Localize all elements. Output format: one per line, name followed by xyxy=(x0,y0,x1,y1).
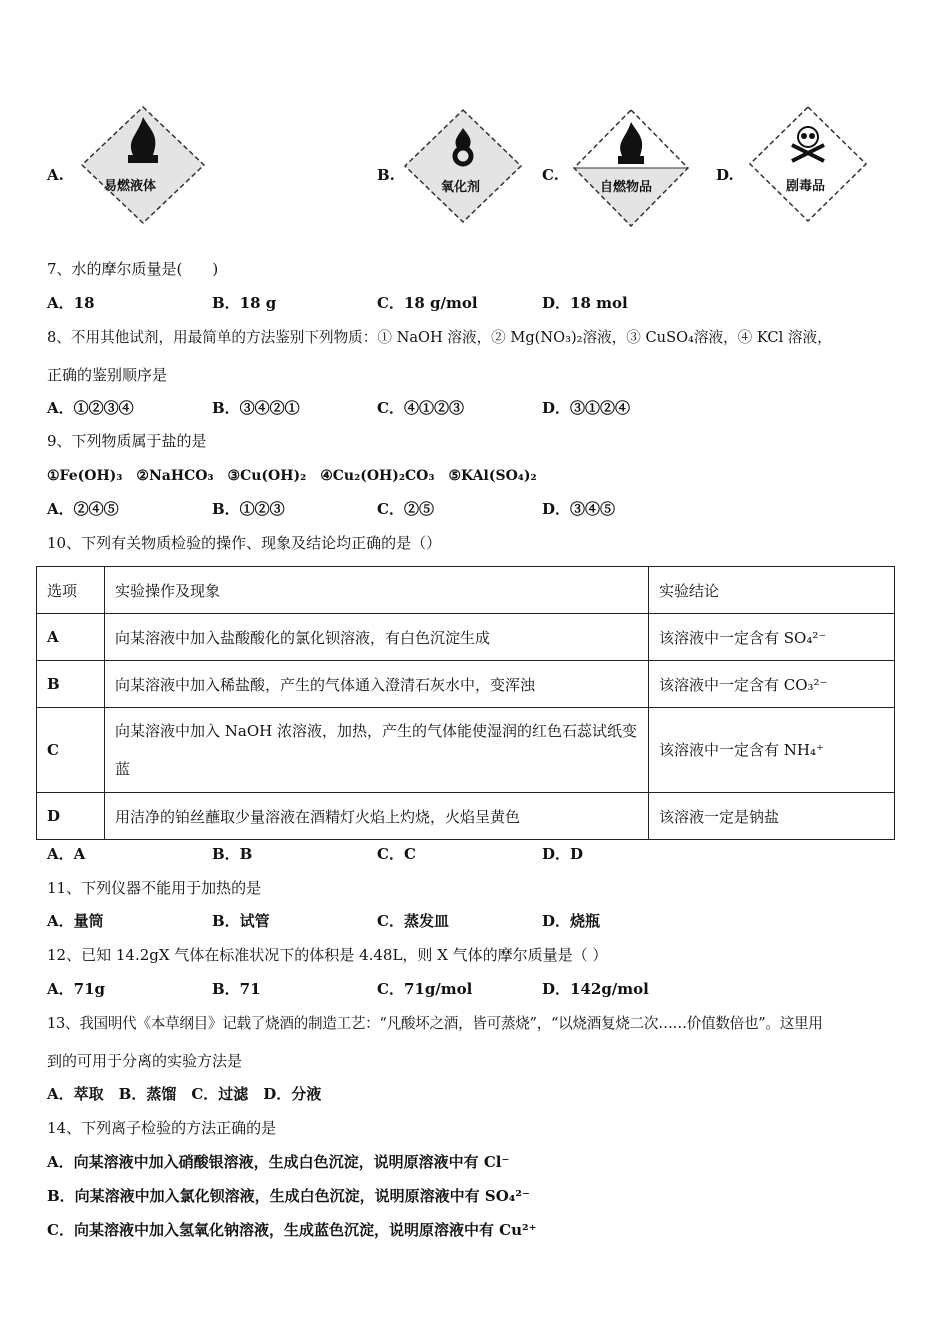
q8-option: B．③④②① xyxy=(212,399,300,417)
q13-stem-continued: 到的可用于分离的实验方法是 xyxy=(47,1052,243,1070)
operation-cell: 向某溶液中加入 NaOH 浓溶液，加热，产生的气体能使湿润的红色石蕊试纸变蓝 xyxy=(105,708,649,793)
q14-option: C．向某溶液中加入氢氧化钠溶液，生成蓝色沉淀，说明原溶液中有 Cu²⁺ xyxy=(47,1221,537,1239)
sign-label: 氧化剂 xyxy=(441,180,481,195)
table-row xyxy=(37,793,895,840)
q6-option-a-letter: A. xyxy=(47,166,64,184)
q11-option: D．烧瓶 xyxy=(542,912,601,930)
q7-option: D．18 mol xyxy=(542,294,628,312)
q12-option: A．71g xyxy=(47,980,106,998)
q11-option: A．量筒 xyxy=(47,912,104,930)
q8-stem-continued: 正确的鉴别顺序是 xyxy=(47,366,168,384)
q12-option: C．71g/mol xyxy=(377,980,473,998)
q12-stem: 12、已知 14.2gX 气体在标准状况下的体积是 4.48L，则 X 气体的摩尔质量是（ ） xyxy=(47,946,608,964)
q11-option: B．试管 xyxy=(212,912,270,930)
q14-option: A．向某溶液中加入硝酸银溶液，生成白色沉淀，说明原溶液中有 Cl⁻ xyxy=(47,1153,510,1171)
flammable-liquid-sign xyxy=(80,105,206,225)
q7-option: B．18 g xyxy=(212,294,277,312)
option-cell: B xyxy=(37,661,105,708)
spontaneously-combustible-sign xyxy=(572,108,690,228)
q7-stem: 7、水的摩尔质量是( ) xyxy=(47,260,219,278)
table-row xyxy=(37,661,895,708)
option-cell: D xyxy=(37,793,105,840)
toxic-sign xyxy=(748,105,868,223)
q13-stem: 13、我国明代《本草纲目》记载了烧酒的制造工艺：“凡酸坏之酒，皆可蒸烧”，“以烧酒复烧二次……价值数倍也”。这里用 xyxy=(47,1015,823,1032)
table-row xyxy=(37,708,895,793)
q9-option: D．③④⑤ xyxy=(542,500,616,518)
q10-option: D．D xyxy=(542,845,584,863)
sign-label: 剧毒品 xyxy=(786,179,826,194)
q9-stem: 9、下列物质属于盐的是 xyxy=(47,432,207,450)
operation-cell: 向某溶液中加入盐酸酸化的氯化钡溶液，有白色沉淀生成 xyxy=(105,614,649,661)
q14-stem: 14、下列离子检验的方法正确的是 xyxy=(47,1119,277,1137)
q10-stem: 10、下列有关物质检验的操作、现象及结论均正确的是（） xyxy=(47,534,442,552)
table-row xyxy=(37,614,895,661)
q11-stem: 11、下列仪器不能用于加热的是 xyxy=(47,879,262,897)
q8-option: D．③①②④ xyxy=(542,399,631,417)
q9-option: A．②④⑤ xyxy=(47,500,119,518)
q8-option: C．④①②③ xyxy=(377,399,464,417)
operation-cell: 用洁净的铂丝蘸取少量溶液在酒精灯火焰上灼烧，火焰呈黄色 xyxy=(105,793,649,840)
q8-stem: 8、不用其他试剂，用最简单的方法鉴别下列物质：① NaOH 溶液，② Mg(NO₃)₂溶液，③ CuSO₄溶液，④ KCl 溶液， xyxy=(47,329,832,346)
sign-label: 自燃物品 xyxy=(600,180,653,195)
q14-option: B．向某溶液中加入氯化钡溶液，生成白色沉淀，说明原溶液中有 SO₄²⁻ xyxy=(47,1187,530,1205)
sign-label: 易燃液体 xyxy=(104,179,157,194)
oxidizer-sign xyxy=(403,108,523,224)
q7-option: A．18 xyxy=(47,294,95,312)
q6-option-c-letter: C. xyxy=(542,166,559,184)
header-cell: 实验结论 xyxy=(649,567,895,614)
conclusion-cell: 该溶液中一定含有 NH₄⁺ xyxy=(649,708,895,793)
q8-option: A．①②③④ xyxy=(47,399,134,417)
q6-option-d-letter: D. xyxy=(716,166,734,184)
operation-cell: 向某溶液中加入稀盐酸，产生的气体通入澄清石灰水中，变浑浊 xyxy=(105,661,649,708)
q10-option: C．C xyxy=(377,845,416,863)
header-cell: 实验操作及现象 xyxy=(105,567,649,614)
option-cell: C xyxy=(37,708,105,793)
conclusion-cell: 该溶液中一定含有 CO₃²⁻ xyxy=(649,661,895,708)
q12-option: D．142g/mol xyxy=(542,980,649,998)
q9-option: C．②⑤ xyxy=(377,500,434,518)
q11-option: C．蒸发皿 xyxy=(377,912,449,930)
q9-option: B．①②③ xyxy=(212,500,285,518)
q10-table xyxy=(36,566,895,840)
q10-option: A．A xyxy=(47,845,86,863)
conclusion-cell: 该溶液一定是钠盐 xyxy=(649,793,895,840)
q6-option-b-letter: B. xyxy=(377,166,395,184)
option-cell: A xyxy=(37,614,105,661)
q9-items: ①Fe(OH)₃ ②NaHCO₃ ③Cu(OH)₂ ④Cu₂(OH)₂CO₃ ⑤KAl(SO₄)₂ xyxy=(47,468,537,484)
q7-option: C．18 g/mol xyxy=(377,294,478,312)
q10-option: B．B xyxy=(212,845,253,863)
conclusion-cell: 该溶液中一定含有 SO₄²⁻ xyxy=(649,614,895,661)
q13-options: A．萃取 B．蒸馏 C．过滤 D．分液 xyxy=(47,1085,322,1103)
header-cell: 选项 xyxy=(37,567,105,614)
table-header-row xyxy=(37,567,895,614)
q12-option: B．71 xyxy=(212,980,261,998)
